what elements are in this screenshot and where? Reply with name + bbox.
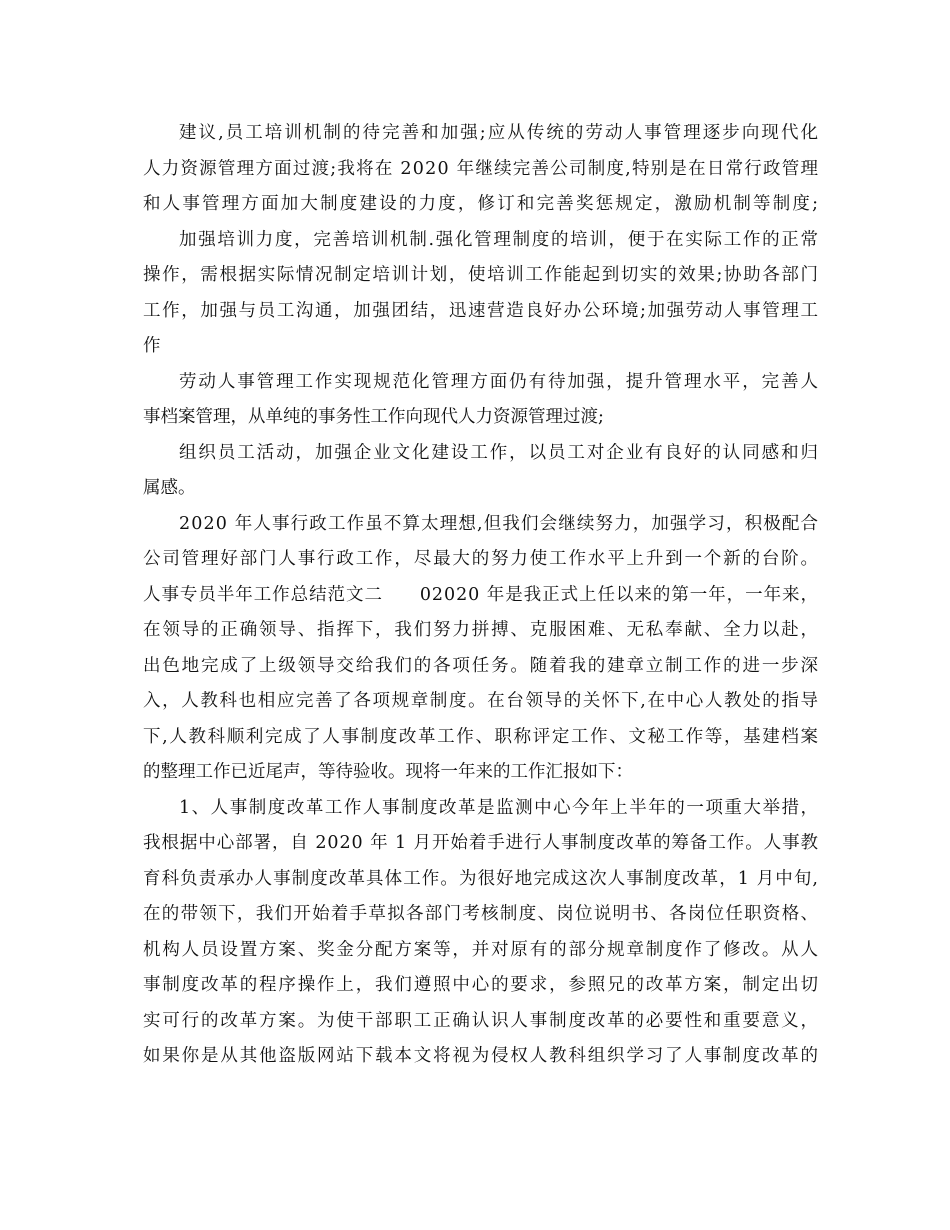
text-line: 人事专员半年工作总结范文二 02020 年是我正式上任以来的第一年，一年来， — [143, 584, 819, 605]
text-line: 下,人教科顺利完成了人事制度改革工作、职称评定工作、文秘工作等，基建档案 — [143, 726, 820, 747]
text-line: 如果你是从其他盗版网站下载本文将视为侵权人教科组织学习了人事制度改革的 — [143, 1046, 820, 1066]
text-line: 工作，加强与员工沟通，加强团结，迅速营造良好办公环境;加强劳动人事管理工 — [143, 300, 820, 321]
text-line: 出色地完成了上级领导交给我们的各项任务。随着我的建章立制工作的进一步深 — [143, 655, 820, 676]
text-line: 和人事管理方面加大制度建设的力度，修订和完善奖惩规定，激励机制等制度; — [143, 194, 821, 214]
text-line: 在领导的正确领导、指挥下，我们努力拼搏、克服困难、无私奉献、全力以赴， — [143, 620, 820, 640]
text-line: 的整理工作已近尾声，等待验收。现将一年来的工作汇报如下： — [143, 762, 633, 782]
text-line: 在的带领下，我们开始着手草拟各部门考核制度、岗位说明书、各岗位任职资格、 — [143, 904, 820, 924]
text-line: 劳动人事管理工作实现规范化管理方面仍有待加强，提升管理水平，完善人 — [179, 371, 820, 392]
text-line: 我根据中心部署，自 2020 年 1 月开始着手进行人事制度改革的筹备工作。人事教 — [143, 833, 819, 853]
text-line: 事档案管理，从单纯的事务性工作向现代人力资源管理过渡; — [143, 407, 604, 427]
text-line: 作 — [143, 336, 161, 356]
text-line: 操作，需根据实际情况制定培训计划，使培训工作能起到切实的效果;协助各部门 — [143, 265, 820, 285]
text-line: 加强培训力度，完善培训机制.强化管理制度的培训，便于在实际工作的正常 — [179, 229, 820, 250]
text-line: 事制度改革的程序操作上，我们遵照中心的要求，参照兄的改革方案，制定出切 — [143, 975, 820, 995]
text-line: 机构人员设置方案、奖金分配方案等，并对原有的部分规章制度作了修改。从人 — [143, 939, 820, 960]
document-body-text — [143, 116, 821, 1075]
text-line: 2020 年人事行政工作虽不算太理想,但我们会继续努力，加强学习，积极配合 — [179, 513, 820, 534]
text-line: 实可行的改革方案。为使干部职工正确认识人事制度改革的必要性和重要意义， — [143, 1010, 820, 1031]
text-line: 入，人教科也相应完善了各项规章制度。在台领导的关怀下,在中心人教处的指导 — [143, 691, 820, 711]
text-line: 育科负责承办人事制度改革具体工作。为很好地完成这次人事制度改革，1 月中旬, — [143, 868, 820, 889]
text-line: 公司管理好部门人事行政工作，尽最大的努力使工作水平上升到一个新的台阶。 — [143, 549, 820, 569]
text-line: 属感。 — [143, 478, 196, 498]
text-line: 建议,员工培训机制的待完善和加强;应从传统的劳动人事管理逐步向现代化 — [179, 123, 821, 143]
text-line: 1、人事制度改革工作人事制度改革是监测中心今年上半年的一项重大举措， — [179, 797, 820, 818]
text-line: 组织员工活动，加强企业文化建设工作，以员工对企业有良好的认同感和归 — [179, 442, 820, 463]
text-line: 人力资源管理方面过渡;我将在 2020 年继续完善公司制度,特别是在日常行政管理 — [143, 158, 820, 179]
